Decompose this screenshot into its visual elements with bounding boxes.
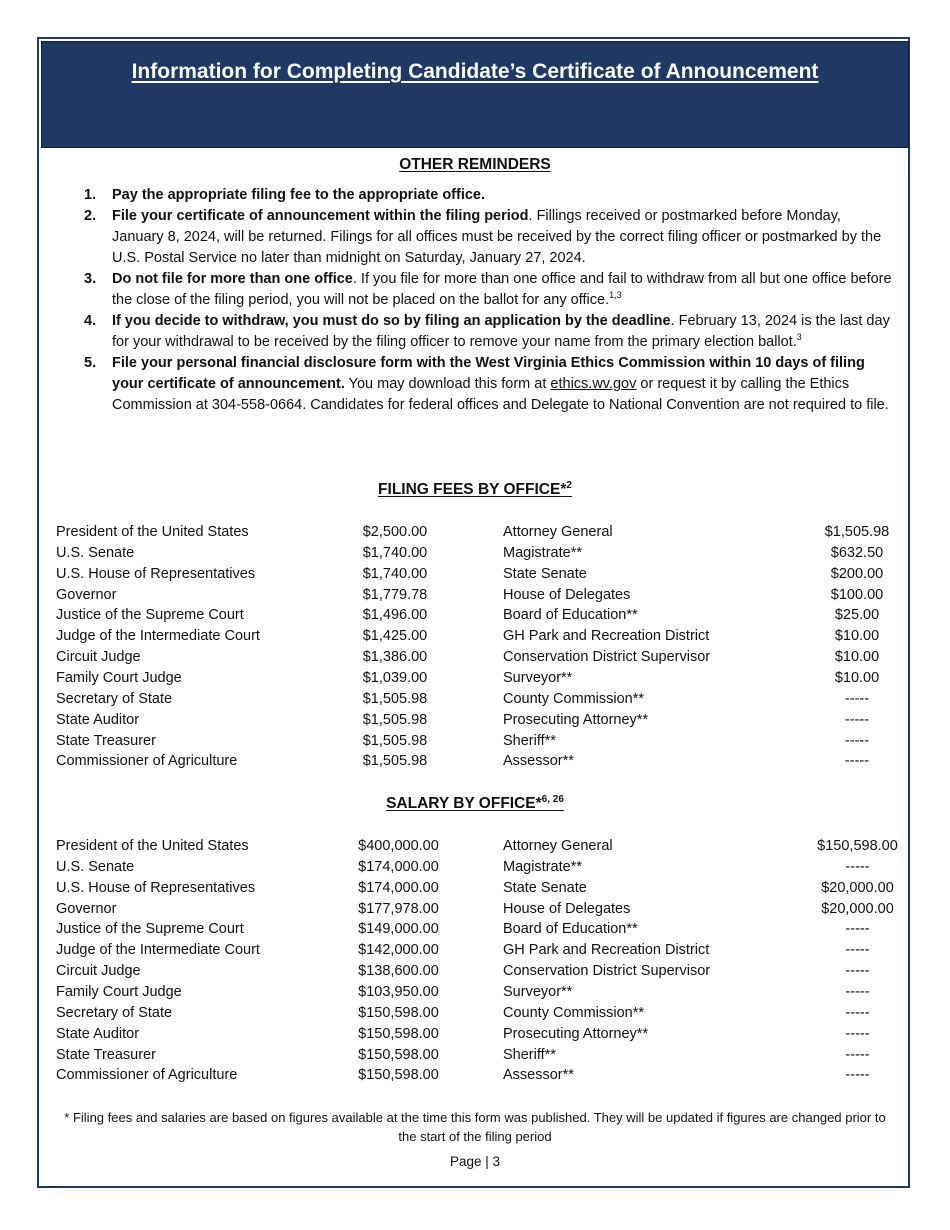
left-office-value: $400,000.00 [358, 838, 439, 854]
right-office-value: ----- [844, 711, 870, 728]
right-office-value: $20,000.00 [821, 879, 894, 896]
reminder-number: 1. [84, 187, 97, 203]
footnote: * Filing fees and salaries are based on figures available at the time this form was published. They will be updated if figures are changed prior to the start of the filing period [64, 1110, 886, 1144]
filing-fees-title-text: FILING FEES BY OFFICE* [378, 481, 567, 499]
reminder-item [84, 311, 894, 353]
right-office-name: Sheriff** [503, 1046, 556, 1063]
right-office-name: Magistrate** [503, 544, 582, 561]
left-office-value: $150,598.00 [358, 1046, 439, 1063]
reminder-item [84, 185, 894, 206]
right-office-value: ----- [845, 983, 870, 1000]
left-office-value: $174,000.00 [358, 858, 439, 875]
left-office-name: Justice of the Supreme Court [56, 921, 244, 938]
right-office-name: Prosecuting Attorney** [503, 711, 649, 728]
left-office-value: $174,000.00 [358, 879, 439, 896]
right-office-value: $10.00 [834, 669, 880, 686]
right-office-value: ----- [845, 942, 870, 959]
right-office-value: ----- [844, 753, 870, 770]
left-office-name: Secretary of State [56, 1004, 173, 1021]
right-office-value: ----- [845, 1025, 870, 1042]
right-office-value: $20,000.00 [821, 900, 894, 917]
left-office-value: $1,740.00 [362, 565, 428, 582]
reminder-number: 5. [84, 355, 97, 371]
right-office-value: $25.00 [834, 607, 880, 624]
right-office-name: GH Park and Recreation District [503, 628, 710, 645]
left-office-name: Governor [56, 586, 117, 603]
left-office-value: $1,496.00 [362, 607, 428, 624]
right-office-value: ----- [845, 1067, 870, 1084]
reminder-text: or request it by calling the Ethics Commission at 304-558-0664. Candidates for federal offices and Delegate to National Convention are not required to file. [112, 376, 889, 413]
left-office-value: $2,500.00 [362, 524, 428, 540]
left-office-name: Circuit Judge [56, 963, 141, 980]
right-office-name: Assessor** [503, 1067, 574, 1084]
left-office-value: $142,000.00 [358, 942, 439, 959]
right-office-name: Prosecuting Attorney** [503, 1025, 649, 1042]
left-office-name: Justice of the Supreme Court [56, 607, 244, 624]
right-office-name: State Senate [503, 879, 587, 896]
right-office-name: Attorney General [503, 524, 613, 540]
right-office-name: House of Delegates [503, 900, 631, 917]
left-office-value: $1,039.00 [362, 669, 428, 686]
left-office-name: State Auditor [56, 1025, 140, 1042]
reminder-text: . February 13, 2024 is the last day for your withdrawal to be received by the filing officer to remove your name from the primary election ballot. [112, 313, 890, 350]
right-office-name: County Commission** [503, 1004, 645, 1021]
reminder-heading: File your certificate of announcement within the filing period [112, 208, 529, 224]
right-office-name: Surveyor** [503, 669, 573, 686]
left-office-value: $1,505.98 [362, 732, 428, 749]
reminder-number: 2. [84, 208, 97, 224]
right-office-value: $200.00 [830, 565, 884, 582]
left-office-value: $149,000.00 [358, 921, 439, 938]
right-office-name: Surveyor** [503, 983, 573, 1000]
left-office-name: U.S. Senate [56, 544, 135, 561]
right-office-value: ----- [845, 963, 870, 980]
left-office-value: $150,598.00 [358, 1025, 439, 1042]
reminder-number: 3. [84, 271, 97, 287]
ethics-link[interactable]: ethics.wv.gov [550, 376, 637, 392]
left-office-name: Commissioner of Agriculture [56, 753, 238, 770]
right-office-name: Board of Education** [503, 607, 638, 624]
left-office-name: Circuit Judge [56, 649, 141, 666]
left-office-name: Family Court Judge [56, 669, 182, 686]
left-office-name: U.S. Senate [56, 858, 135, 875]
right-office-value: $1,505.98 [824, 524, 890, 540]
reminder-item [84, 269, 894, 311]
right-office-name: County Commission** [503, 690, 645, 707]
left-office-value: $103,950.00 [358, 983, 439, 1000]
right-office-name: Conservation District Supervisor [503, 649, 711, 666]
right-office-value: ----- [845, 1046, 870, 1063]
reminder-item [84, 206, 894, 269]
left-office-name: State Auditor [56, 711, 140, 728]
left-office-value: $1,505.98 [362, 690, 428, 707]
right-office-name: State Senate [503, 565, 587, 582]
right-office-name: House of Delegates [503, 586, 631, 603]
left-office-name: Commissioner of Agriculture [56, 1067, 238, 1084]
left-office-name: Judge of the Intermediate Court [56, 942, 260, 959]
right-office-value: $150,598.00 [817, 838, 898, 854]
reminder-heading: Do not file for more than one office [112, 271, 353, 287]
right-office-value: ----- [844, 690, 870, 707]
right-office-value: $10.00 [834, 628, 880, 645]
left-office-name: President of the United States [56, 838, 249, 854]
left-office-name: Family Court Judge [56, 983, 182, 1000]
reminder-item [84, 353, 894, 416]
reminder-text: . If you file for more than one office and fail to withdraw from all but one office before the close of the filing period, you will not be placed on the ballot for any office. [112, 271, 892, 308]
left-office-value: $1,779.78 [362, 586, 428, 603]
left-office-value: $1,740.00 [362, 544, 428, 561]
reminder-number: 4. [84, 313, 97, 329]
header-banner [41, 41, 909, 148]
left-office-name: State Treasurer [56, 1046, 156, 1063]
page-number: Page | 3 [449, 1154, 501, 1169]
left-office-name: Judge of the Intermediate Court [56, 628, 260, 645]
document-title: Information for Completing Candidate’s Certificate of Announcement [131, 60, 819, 83]
right-office-value: $100.00 [830, 586, 884, 603]
left-office-name: Governor [56, 900, 117, 917]
reminder-footnote-ref: 3 [796, 332, 802, 343]
salary-title-text: SALARY BY OFFICE* [386, 795, 542, 813]
right-office-name: Sheriff** [503, 732, 556, 749]
right-office-value: ----- [845, 1004, 870, 1021]
left-office-value: $1,425.00 [362, 628, 428, 645]
reminder-heading: File your personal financial disclosure form with the West Virginia Ethics Commission within 10 days of filing your certificate of announcement. [112, 355, 865, 392]
right-office-value: ----- [845, 921, 870, 938]
left-office-name: State Treasurer [56, 732, 156, 749]
salary-title [0, 794, 950, 813]
right-office-value: $632.50 [830, 544, 884, 561]
right-office-name: GH Park and Recreation District [503, 942, 710, 959]
salary-title-ref: 6, 26 [541, 794, 564, 805]
left-office-value: $150,598.00 [358, 1067, 439, 1084]
right-office-name: Attorney General [503, 838, 613, 854]
right-office-name: Magistrate** [503, 858, 582, 875]
left-office-name: President of the United States [56, 524, 249, 540]
right-office-name: Assessor** [503, 753, 574, 770]
reminders-list [84, 185, 894, 416]
left-office-value: $1,386.00 [362, 649, 428, 666]
filing-fees-title [0, 480, 950, 499]
reminder-text: You may download this form at [344, 376, 551, 392]
left-office-value: $1,505.98 [362, 753, 428, 770]
reminders-title: OTHER REMINDERS [399, 156, 551, 173]
right-office-name: Board of Education** [503, 921, 638, 938]
reminder-footnote-ref: 1,3 [609, 290, 622, 301]
right-office-value: ----- [844, 732, 870, 749]
right-office-value: $10.00 [834, 649, 880, 666]
reminder-heading: If you decide to withdraw, you must do so by filing an application by the deadline [112, 313, 671, 329]
left-office-value: $177,978.00 [358, 900, 439, 917]
left-office-name: Secretary of State [56, 690, 173, 707]
left-office-value: $150,598.00 [358, 1004, 439, 1021]
left-office-value: $1,505.98 [362, 711, 428, 728]
reminder-text: . Fillings received or postmarked before Monday, January 8, 2024, will be returned. Filings for all offices must be received by the correct filing officer or postmarked by the U.S. Postal Service no later than midnight on Saturday, January 27, 2024. [112, 208, 882, 266]
left-office-value: $138,600.00 [358, 963, 439, 980]
reminder-heading: Pay the appropriate filing fee to the appropriate office. [112, 187, 486, 203]
right-office-name: Conservation District Supervisor [503, 963, 711, 980]
left-office-name: U.S. House of Representatives [56, 565, 256, 582]
right-office-value: ----- [845, 858, 870, 875]
left-office-name: U.S. House of Representatives [56, 879, 256, 896]
filing-fees-title-ref: 2 [566, 480, 572, 491]
